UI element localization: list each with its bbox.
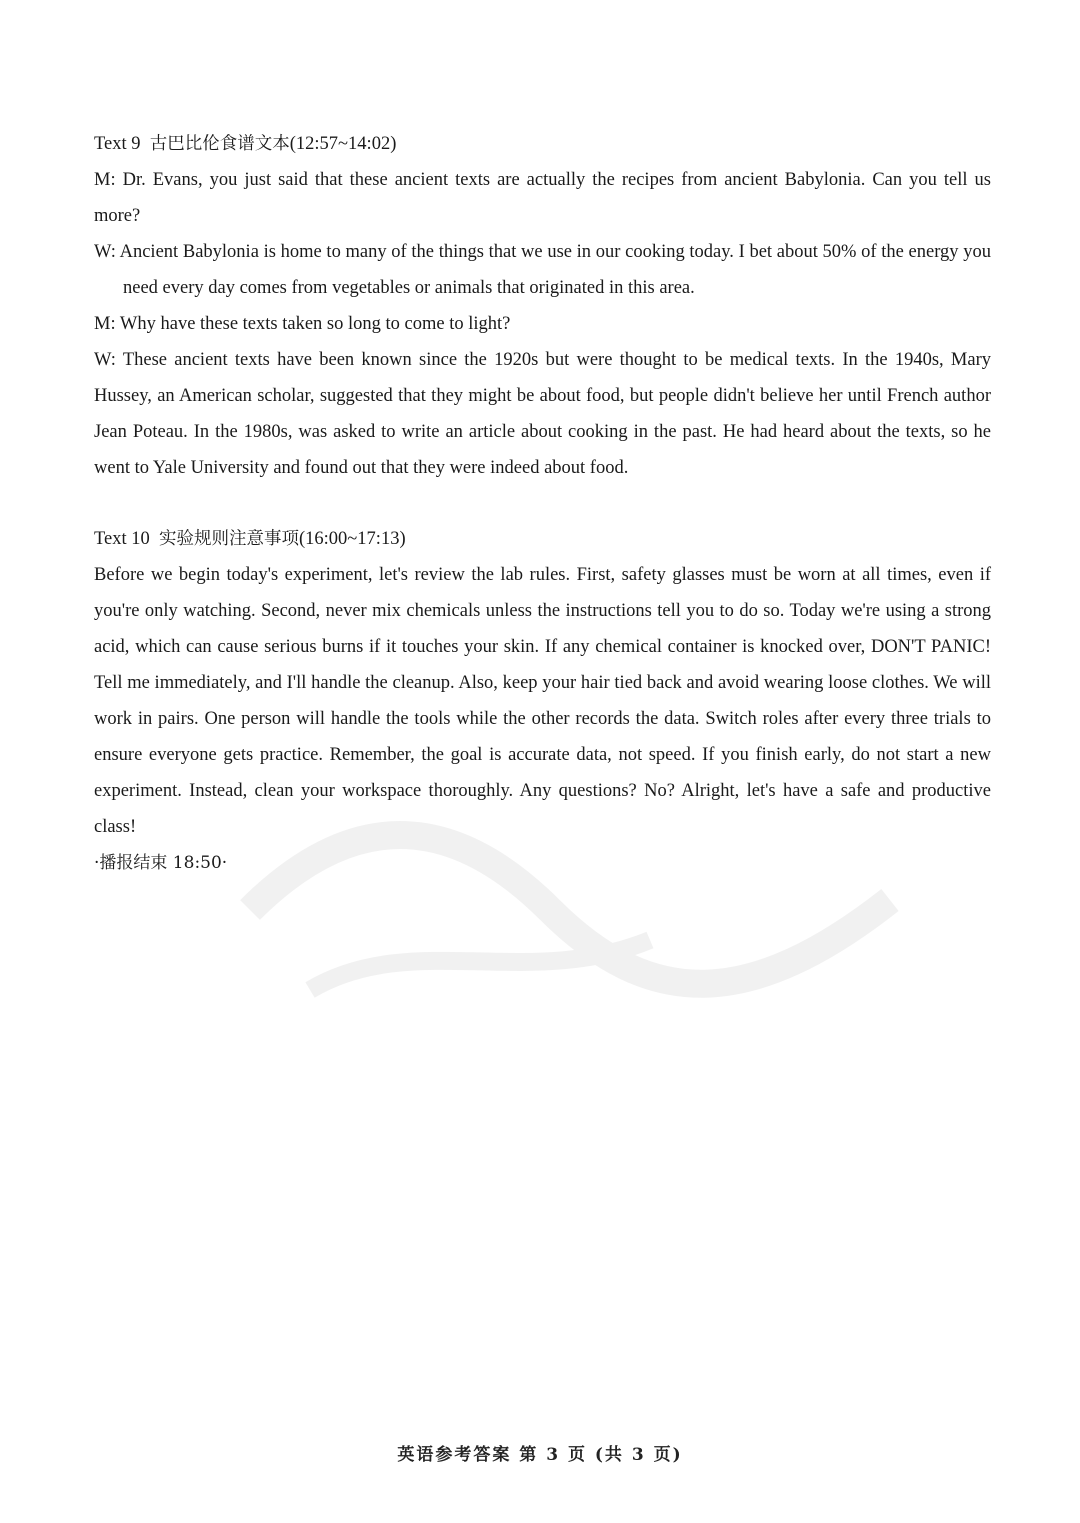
speaker-label: M: [94, 170, 116, 190]
page-footer: 英语参考答案 第 3 页 (共 3 页) [397, 1445, 683, 1465]
text9-title-time: (12:57~14:02) [289, 134, 397, 154]
text9-title-cn: 古巴比伦食谱文本 [149, 134, 290, 154]
dialogue-text: Dr. Evans, you just said that these ancient texts are actually the recipes from ancient Babylonia. Can you tell us more? [94, 170, 992, 226]
text10-title-cn: 实验规则注意事项 [159, 529, 299, 549]
answer-content [94, 126, 991, 881]
broadcast-end-note: ·播报结束 18:50· [94, 853, 228, 873]
text9-title [94, 126, 991, 162]
speaker-label: W: [94, 242, 116, 262]
text10-title [94, 521, 991, 557]
dialogue-text: Ancient Babylonia is home to many of the things that we use in our cooking today. I bet about 50% of the energy you need every day comes from vegetables or animals that originated in this area. [119, 242, 992, 298]
speaker-label: M: [94, 314, 116, 334]
text10-title-time: (16:00~17:13) [299, 529, 406, 549]
speaker-label: W: [94, 350, 116, 370]
dialogue-text: These ancient texts have been known since the 1920s but were thought to be medical texts. In the 1940s, Mary Hussey, an American scholar, suggested that they might be about food, but people didn't believe her until French author Jean Poteau. In the 1980s, was asked to write an article about cooking in the past. He had heard about the texts, so he went to Yale University and found out that they were indeed about food. [94, 350, 991, 478]
dialogue-line [94, 306, 991, 342]
dialogue-line [94, 162, 991, 234]
dialogue-text: Why have these texts taken so long to come to light? [119, 314, 511, 334]
text10-title-en: Text 10 [94, 529, 150, 549]
section-gap [94, 486, 991, 521]
dialogue-line [94, 342, 991, 486]
dialogue-line [94, 234, 991, 306]
text10-body: Before we begin today's experiment, let's review the lab rules. First, safety glasses must be worn at all times, even if you're only watching. Second, never mix chemicals unless the instructions tell you to do so. Today we're using a strong acid, which can cause serious burns if it touches your skin. If any chemical container is knocked over, DON'T PANIC! Tell me immediately, and I'll handle the cleanup. Also, keep your hair tied back and avoid wearing loose clothes. We will work in pairs. One person will handle the tools while the other records the data. Switch roles after every three trials to ensure everyone gets practice. Remember, the goal is accurate data, not speed. If you finish early, do not start a new experiment. Instead, clean your workspace thoroughly. Any questions? No? Alright, let's have a safe and productive class! [94, 565, 991, 837]
text9-title-en: Text 9 [94, 134, 141, 154]
